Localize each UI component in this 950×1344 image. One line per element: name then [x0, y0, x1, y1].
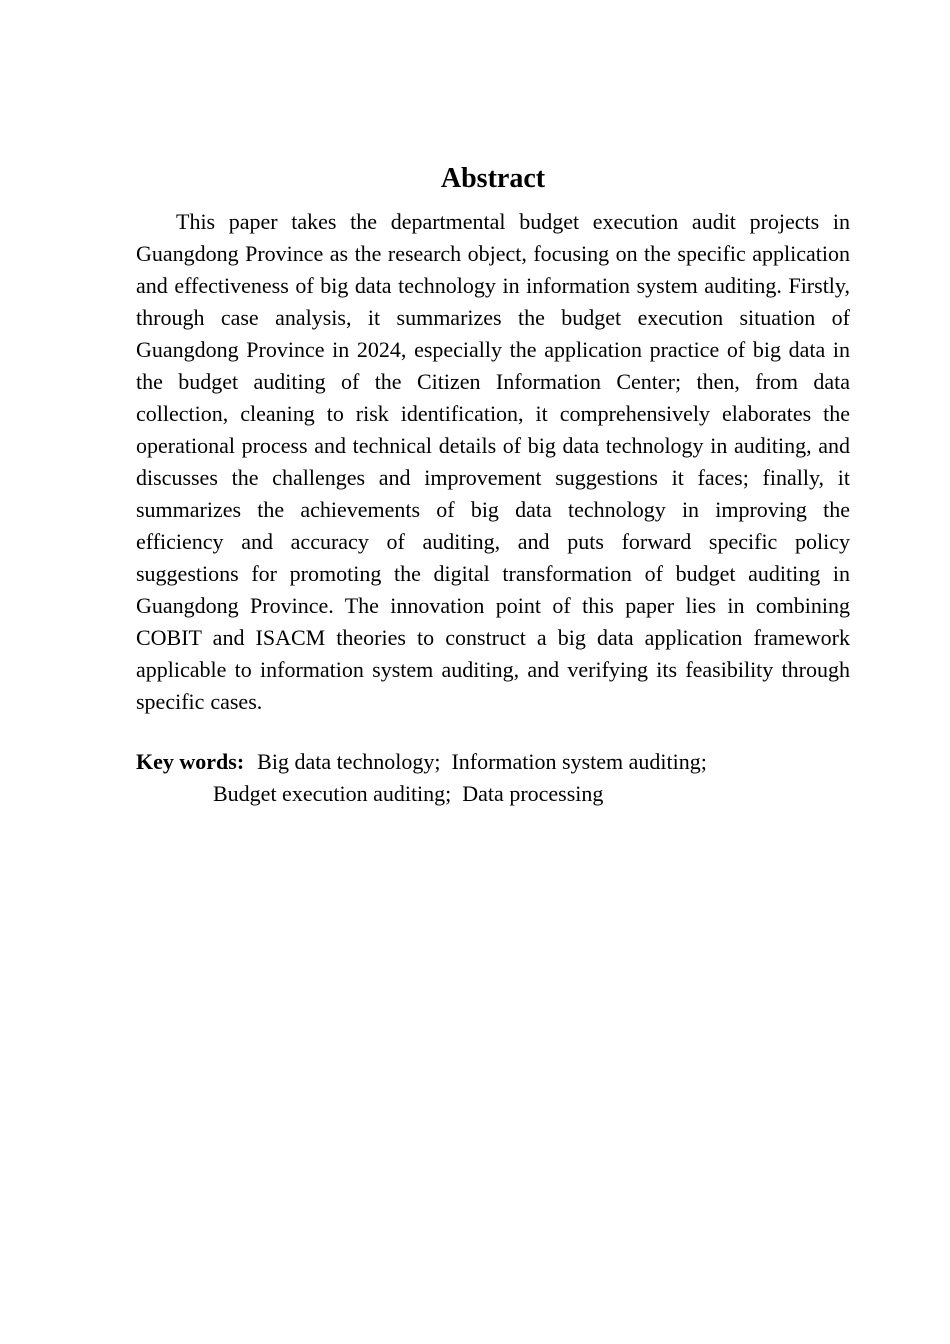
- keywords-section: [136, 746, 850, 810]
- keywords-label: Key words:: [136, 749, 245, 774]
- abstract-title: Abstract: [440, 163, 546, 194]
- keywords-text-1: Big data technology; Information system auditing;: [257, 749, 707, 774]
- abstract-paragraph: This paper takes the departmental budget execution audit projects in Guangdong Province as the research object, focusing on the specific application and effectiveness of big data technology in information system auditing. Firstly, through case analysis, it summarizes the budget execution situation of Guangdong Province in 2024, especially the application practice of big data in the budget auditing of the Citizen Information Center; then, from data collection, cleaning to risk identification, it comprehensively elaborates the operational process and technical details of big data technology in auditing, and discusses the challenges and improvement suggestions it faces; finally, it summarizes the achievements of big data technology in improving the efficiency and accuracy of auditing, and puts forward specific policy suggestions for promoting the digital transformation of budget auditing in Guangdong Province. The innovation point of this paper lies in combining COBIT and ISACM theories to construct a big data application framework applicable to information system auditing, and verifying its feasibility through specific cases.: [136, 209, 850, 714]
- keywords-line-1: [136, 746, 850, 778]
- keywords-line-2: Budget execution auditing; Data processing: [213, 781, 604, 806]
